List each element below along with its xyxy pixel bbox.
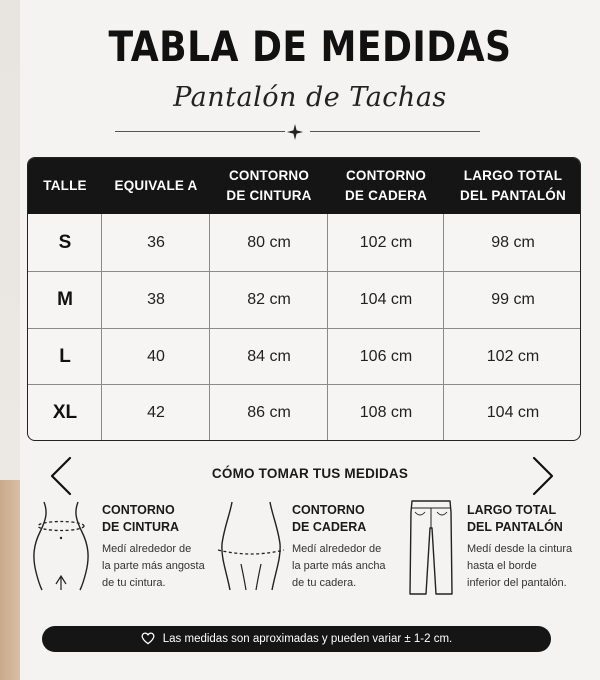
cell-hip: 104 cm <box>359 290 413 308</box>
cell-hip: 102 cm <box>359 233 413 251</box>
hip-measure-title: CONTORNO DE CADERA <box>292 503 367 534</box>
hip-figure-icon <box>216 500 286 597</box>
divider-left <box>115 131 285 132</box>
heart-icon <box>141 632 155 646</box>
cell-length: 98 cm <box>491 233 535 251</box>
cell-waist: 86 cm <box>247 403 291 421</box>
page-title: TABLA DE MEDIDAS <box>108 22 512 71</box>
cell-size: XL <box>52 401 78 423</box>
note-banner <box>42 626 551 652</box>
cell-equivalent: 36 <box>147 233 165 251</box>
cell-length: 104 cm <box>486 403 540 421</box>
length-measure-desc: Medí desde la cintura hasta el borde inferior del pantalón. <box>467 543 573 589</box>
how-to-title: CÓMO TOMAR TUS MEDIDAS <box>211 466 409 481</box>
cell-size: M <box>57 288 73 310</box>
wood-surface <box>0 480 20 680</box>
cell-size: L <box>59 345 71 367</box>
background-edge <box>0 0 20 680</box>
cell-equivalent: 42 <box>147 403 165 421</box>
cell-waist: 84 cm <box>247 347 291 365</box>
cell-length: 99 cm <box>491 290 535 308</box>
cell-equivalent: 38 <box>147 290 165 308</box>
cell-size: S <box>58 231 72 253</box>
cell-equivalent: 40 <box>147 347 165 365</box>
divider-right <box>310 131 480 132</box>
waist-figure-icon <box>26 500 96 597</box>
note-text: Las medidas son aproximadas y pueden variar ± 1-2 cm. <box>162 633 453 645</box>
header-equivalent: EQUIVALE A <box>114 178 198 193</box>
header-waist: CONTORNO DE CINTURA <box>226 168 312 203</box>
cell-waist: 80 cm <box>247 233 291 251</box>
header-length: LARGO TOTAL DEL PANTALÓN <box>460 168 566 203</box>
cell-hip: 108 cm <box>359 403 413 421</box>
pants-icon <box>406 498 456 603</box>
page-subtitle: Pantalón de Tachas <box>173 82 447 113</box>
cell-waist: 82 cm <box>247 290 291 308</box>
length-measure-title: LARGO TOTAL DEL PANTALÓN <box>467 503 563 534</box>
hip-measure-desc: Medí alrededor de la parte más ancha de tu cadera. <box>292 543 386 589</box>
cell-hip: 106 cm <box>359 347 413 365</box>
size-table <box>27 157 581 441</box>
header-size: TALLE <box>43 178 87 193</box>
sparkle-icon <box>283 120 307 144</box>
table-header <box>28 158 580 214</box>
waist-measure-desc: Medí alrededor de la parte más angosta de tu cintura. <box>102 543 205 589</box>
header-hip: CONTORNO DE CADERA <box>344 168 428 203</box>
cell-length: 102 cm <box>486 347 540 365</box>
waist-measure-title: CONTORNO DE CINTURA <box>102 503 180 534</box>
size-chart-card <box>20 0 600 680</box>
